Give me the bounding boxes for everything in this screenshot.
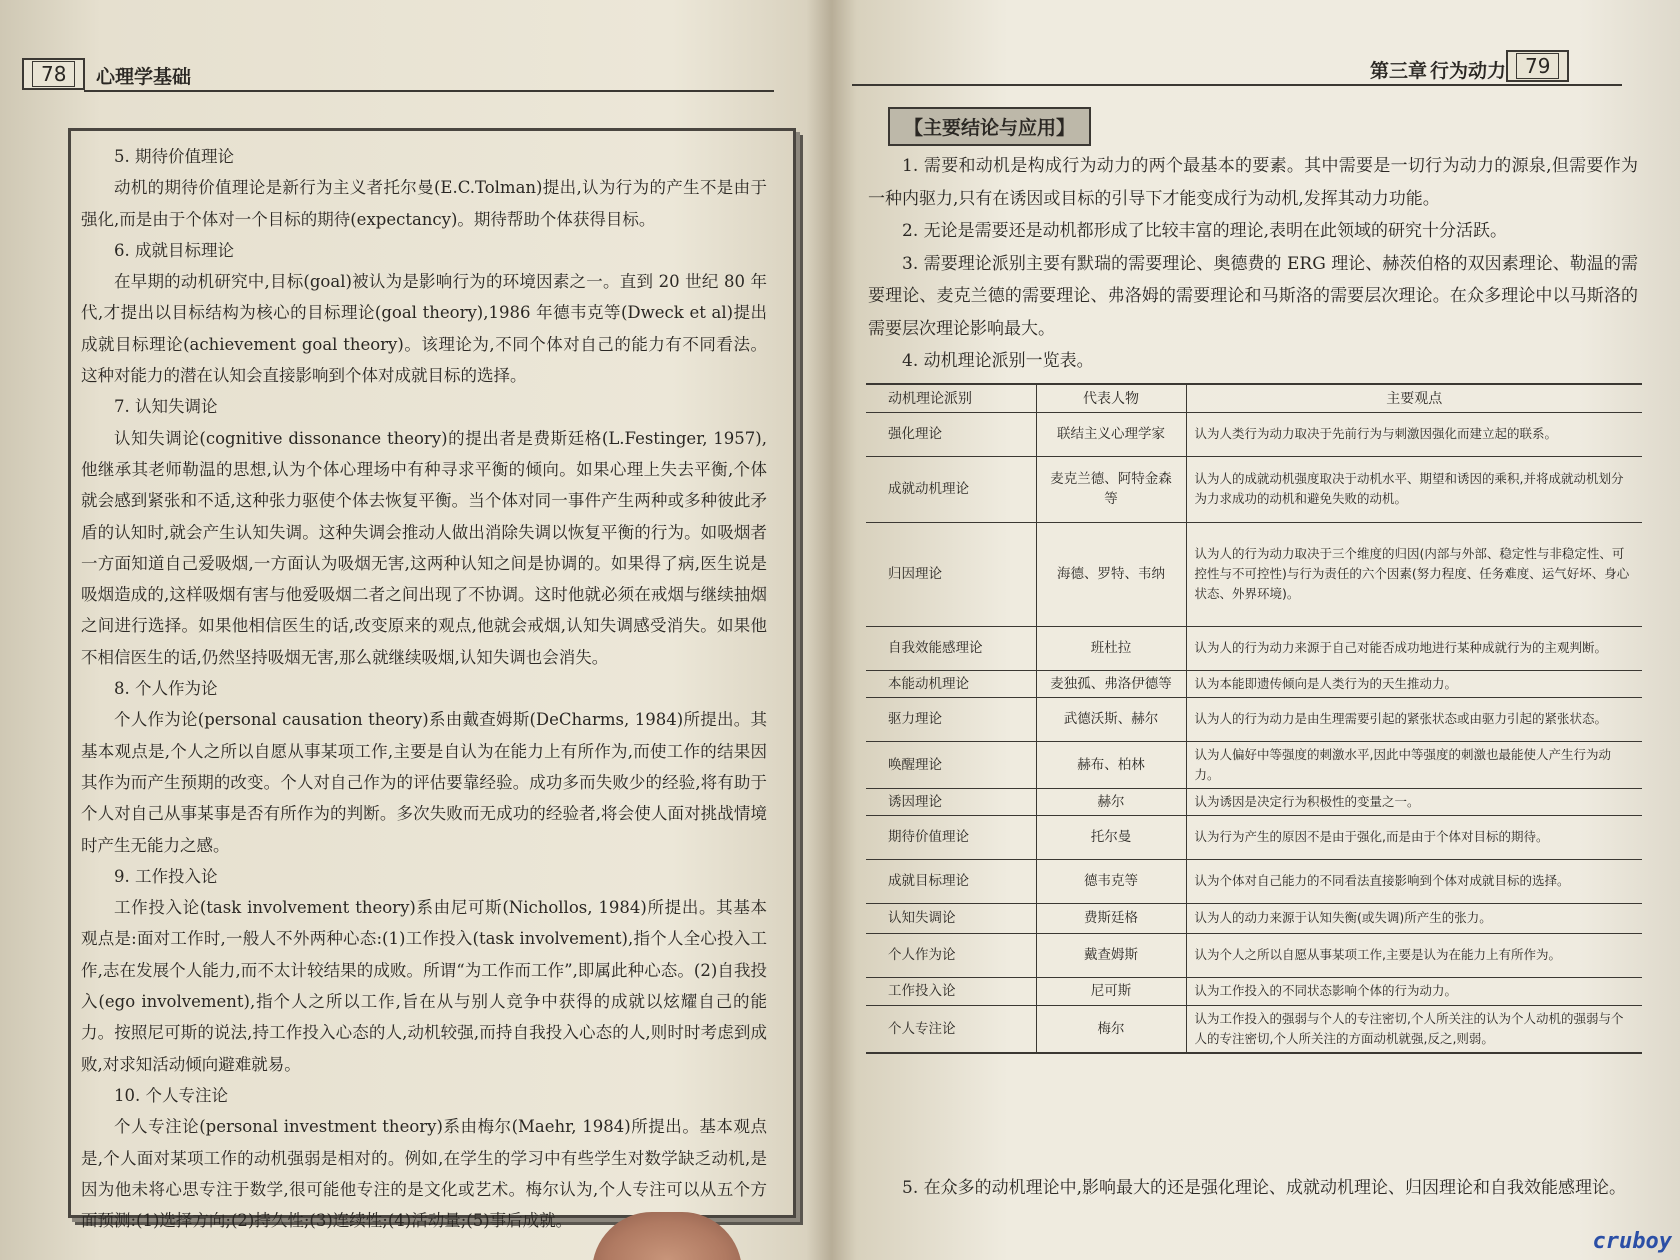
section-paragraph: 在早期的动机研究中,目标(goal)被认为是影响行为的环境因素之一。直到 20 世纪 80 年代,才提出以目标结构为核心的目标理论(goal theory),1986 年德韦克等(Dweck et al)提出成就目标理论(achievement goal theory)。该理论为,不同个体对自己的能力有不同看法。这种对能力的潜在认知会直接影响到个体对成就目标的选择。 bbox=[81, 272, 767, 386]
viewpoint-cell: 认为行为产生的原因不是由于强化,而是由于个体对目标的期待。 bbox=[1186, 815, 1642, 859]
representative-cell: 班杜拉 bbox=[1036, 626, 1186, 670]
left-page bbox=[0, 0, 805, 1260]
viewpoint-cell: 认为人偏好中等强度的刺激水平,因此中等强度的刺激也最能使人产生行为动力。 bbox=[1186, 741, 1642, 788]
left-sections bbox=[81, 141, 767, 1236]
conclusion-3: 3. 需要理论派别主要有默瑞的需要理论、奥德费的 ERG 理论、赫茨伯格的双因素理论、勒温的需要理论、麦克兰德的需要理论、弗洛姆的需要理论和马斯洛的需要层次理论。在众多理论中以马斯洛的需要层次理论影响最大。 bbox=[868, 253, 1638, 339]
theory-name-cell: 自我效能感理论 bbox=[866, 626, 1036, 670]
table-row bbox=[866, 697, 1642, 741]
theory-name-cell: 诱因理论 bbox=[866, 788, 1036, 815]
viewpoint-cell: 认为本能即遗传倾向是人类行为的天生推动力。 bbox=[1186, 670, 1642, 697]
right-page-number-text: 79 bbox=[1516, 53, 1559, 79]
left-text-frame bbox=[68, 128, 796, 1231]
representative-cell: 梅尔 bbox=[1036, 1005, 1186, 1053]
table-row bbox=[866, 456, 1642, 522]
conclusion-1: 1. 需要和动机是构成行为动力的两个最基本的要素。其中需要是一切行为动力的源泉,但需要作为一种内驱力,只有在诱因或目标的引导下才能变成行为动机,发挥其动力功能。 bbox=[868, 156, 1638, 209]
representative-cell: 海德、罗特、韦纳 bbox=[1036, 522, 1186, 626]
representative-cell: 戴查姆斯 bbox=[1036, 933, 1186, 977]
left-header-rule bbox=[84, 90, 774, 92]
section-paragraph: 认知失调论(cognitive dissonance theory)的提出者是费斯廷格(L.Festinger, 1957),他继承其老师勒温的思想,认为个体心理场中有种寻求平衡的倾向。如果心理上失去平衡,个体就会感到紧张和不适,这种张力驱使个体去恢复平衡。当个体对同一事件产生两种或多种彼此矛盾的认知时,就会产生认知失调。这种失调会推动人做出消除失调以恢复平衡的行为。如吸烟者一方面知道自己爱吸烟,一方面认为吸烟无害,这两种认知之间是协调的。如果得了病,医生说是吸烟造成的,这样吸烟有害与他爱吸烟二者之间出现了不协调。这时他就必须在戒烟与继续抽烟之间进行选择。如果他相信医生的话,改变原来的观点,他就会戒烟,认知失调感受消失。如果他不相信医生的话,仍然坚持吸烟无害,那么就继续吸烟,认知失调也会消失。 bbox=[81, 428, 767, 667]
conclusion-5: 5. 在众多的动机理论中,影响最大的还是强化理论、成就动机理论、归因理论和自我效能感理论。 bbox=[902, 1178, 1627, 1198]
viewpoint-cell: 认为人的行为动力取决于三个维度的归因(内部与外部、稳定性与非稳定性、可控性与不可控性)与行为责任的六个因素(努力程度、任务难度、运气好坏、身心状态、外界环境)。 bbox=[1186, 522, 1642, 626]
theory-name-cell: 归因理论 bbox=[866, 522, 1036, 626]
table-row bbox=[866, 626, 1642, 670]
representative-cell: 托尔曼 bbox=[1036, 815, 1186, 859]
right-page-number bbox=[1506, 50, 1569, 82]
table-row bbox=[866, 788, 1642, 815]
table-row bbox=[866, 670, 1642, 697]
theory-name-cell: 工作投入论 bbox=[866, 977, 1036, 1005]
representative-cell: 武德沃斯、赫尔 bbox=[1036, 697, 1186, 741]
section-paragraph: 工作投入论(task involvement theory)系由尼可斯(Nichollos, 1984)所提出。其基本观点是:面对工作时,一般人不外两种心态:(1)工作投入(task involvement),指个人全心投入工作,志在发展个人能力,而不太计较结果的成败。所谓“为工作而工作”,即属此种心态。(2)自我投入(ego involvement),指个人之所以工作,旨在从与别人竞争中获得的成就以炫耀自己的能力。按照尼可斯的说法,持工作投入心态的人,动机较强,而持自我投入心态的人,则时时考虑到成败,对求知活动倾向避难就易。 bbox=[81, 898, 767, 1074]
representative-cell: 麦克兰德、阿特金森等 bbox=[1036, 456, 1186, 522]
section-heading: 5. 期待价值理论 bbox=[114, 147, 234, 166]
table-row bbox=[866, 522, 1642, 626]
viewpoint-cell: 认为个人之所以自愿从事某项工作,主要是认为在能力上有所作为。 bbox=[1186, 933, 1642, 977]
closing-conclusion bbox=[868, 1170, 1638, 1206]
motivation-theory-table bbox=[866, 383, 1642, 1054]
table-header-row bbox=[866, 384, 1642, 412]
table-row bbox=[866, 1005, 1642, 1053]
section-heading: 6. 成就目标理论 bbox=[114, 240, 234, 260]
table-body bbox=[866, 412, 1642, 1053]
table-row bbox=[866, 741, 1642, 788]
viewpoint-cell: 认为人的行为动力来源于自己对能否成功地进行某种成就行为的主观判断。 bbox=[1186, 626, 1642, 670]
watermark: cruboy bbox=[1592, 1229, 1672, 1254]
representative-cell: 赫布、柏林 bbox=[1036, 741, 1186, 788]
representative-cell: 尼可斯 bbox=[1036, 977, 1186, 1005]
section-heading: 9. 工作投入论 bbox=[114, 866, 218, 886]
conclusion-2: 2. 无论是需要还是动机都形成了比较丰富的理论,表明在此领域的研究十分活跃。 bbox=[902, 221, 1508, 241]
table-row bbox=[866, 977, 1642, 1005]
col-header-view: 主要观点 bbox=[1186, 384, 1642, 412]
section-paragraph: 动机的期待价值理论是新行为主义者托尔曼(E.C.Tolman)提出,认为行为的产生不是由于强化,而是由于个体对一个目标的期待(expectancy)。期待帮助个体获得目标。 bbox=[81, 178, 767, 229]
section-heading: 10. 个人专注论 bbox=[114, 1085, 228, 1105]
book-title: 心理学基础 bbox=[96, 66, 192, 88]
chapter-title: 行为动力 bbox=[1430, 60, 1507, 82]
theory-name-cell: 个人作为论 bbox=[866, 933, 1036, 977]
viewpoint-cell: 认为人的动力来源于认知失衡(或失调)所产生的张力。 bbox=[1186, 903, 1642, 933]
col-header-school: 动机理论派别 bbox=[866, 384, 1036, 412]
representative-cell: 赫尔 bbox=[1036, 788, 1186, 815]
theory-name-cell: 本能动机理论 bbox=[866, 670, 1036, 697]
table-row bbox=[866, 412, 1642, 456]
chapter-label: 第三章 bbox=[1370, 60, 1428, 82]
viewpoint-cell: 认为诱因是决定行为积极性的变量之一。 bbox=[1186, 788, 1642, 815]
conclusions bbox=[868, 150, 1638, 378]
section-heading: 8. 个人作为论 bbox=[114, 679, 218, 699]
viewpoint-cell: 认为个体对自己能力的不同看法直接影响到个体对成就目标的选择。 bbox=[1186, 859, 1642, 903]
representative-cell: 费斯廷格 bbox=[1036, 903, 1186, 933]
section-paragraph: 个人专注论(personal investment theory)系由梅尔(Maehr, 1984)所提出。基本观点是,个人面对某项工作的动机强弱是相对的。例如,在学生的学习中有些学生对数学缺乏动机,是因为他未将心思专注于数学,很可能他专注的是文化或艺术。梅尔认为,个人专注可以从五个方面预测:(1)选择方向;(2)持久性;(3)连续性;(4)活动量;(5)事后成就。 bbox=[81, 1117, 767, 1231]
conclusion-4: 4. 动机理论派别一览表。 bbox=[902, 351, 1094, 371]
theory-name-cell: 成就动机理论 bbox=[866, 456, 1036, 522]
representative-cell: 联结主义心理学家 bbox=[1036, 412, 1186, 456]
table-row bbox=[866, 859, 1642, 903]
representative-cell: 麦独孤、弗洛伊德等 bbox=[1036, 670, 1186, 697]
right-header-rule bbox=[852, 84, 1622, 86]
viewpoint-cell: 认为人类行为动力取决于先前行为与刺激因强化而建立起的联系。 bbox=[1186, 412, 1642, 456]
section-tag: 【主要结论与应用】 bbox=[888, 107, 1091, 146]
section-paragraph: 个人作为论(personal causation theory)系由戴查姆斯(DeCharms, 1984)所提出。其基本观点是,个人之所以自愿从事某项工作,主要是自认为在能力上有所作为,而使工作的结果因其作为而产生预期的改变。个人对自己作为的评估要靠经验。成功多而失败少的经验,将有助于个人对自己从事某事是否有所作为的判断。多次失败而无成功的经验者,将会使人面对挑战情境时产生无能力之感。 bbox=[81, 710, 767, 855]
viewpoint-cell: 认为工作投入的不同状态影响个体的行为动力。 bbox=[1186, 977, 1642, 1005]
theory-name-cell: 成就目标理论 bbox=[866, 859, 1036, 903]
viewpoint-cell: 认为人的成就动机强度取决于动机水平、期望和诱因的乘积,并将成就动机划分为力求成功的动机和避免失败的动机。 bbox=[1186, 456, 1642, 522]
table-row bbox=[866, 903, 1642, 933]
viewpoint-cell: 认为人的行为动力是由生理需要引起的紧张状态或由驱力引起的紧张状态。 bbox=[1186, 697, 1642, 741]
table-row bbox=[866, 815, 1642, 859]
theory-name-cell: 认知失调论 bbox=[866, 903, 1036, 933]
theory-name-cell: 驱力理论 bbox=[866, 697, 1036, 741]
theory-name-cell: 强化理论 bbox=[866, 412, 1036, 456]
theory-name-cell: 期待价值理论 bbox=[866, 815, 1036, 859]
left-page-number-text: 78 bbox=[32, 61, 75, 87]
viewpoint-cell: 认为工作投入的强弱与个人的专注密切,个人所关注的认为个人动机的强弱与个人的专注密切,个人所关注的方面动机就强,反之,则弱。 bbox=[1186, 1005, 1642, 1053]
table-row bbox=[866, 933, 1642, 977]
theory-name-cell: 个人专注论 bbox=[866, 1005, 1036, 1053]
left-page-number bbox=[22, 58, 85, 90]
representative-cell: 德韦克等 bbox=[1036, 859, 1186, 903]
theory-name-cell: 唤醒理论 bbox=[866, 741, 1036, 788]
section-heading: 7. 认知失调论 bbox=[114, 397, 218, 417]
col-header-person: 代表人物 bbox=[1036, 384, 1186, 412]
